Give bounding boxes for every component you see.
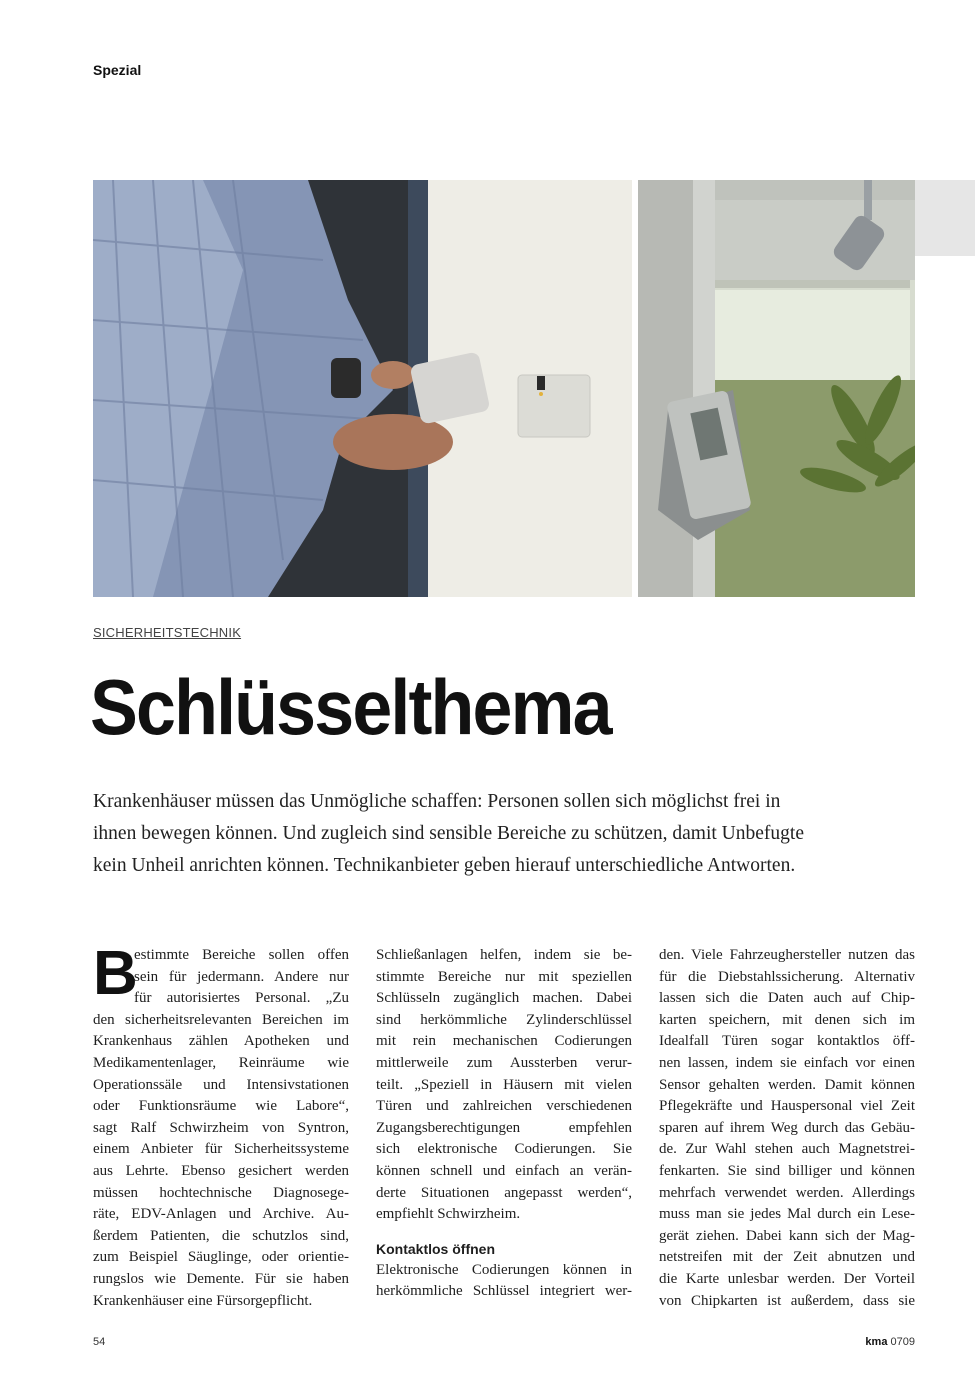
body-line: Medikamentenlager, Reinräume wie (93, 1054, 349, 1071)
body-column-1 (93, 939, 349, 1312)
lead-line: Krankenhäuser müssen das Unmögliche schaffen: Personen sollen sich möglichst frei in (93, 791, 781, 812)
dropcap: B (93, 939, 138, 1008)
body-line: Schließanlagen helfen, indem sie be- (376, 947, 632, 963)
body-line: lassen sich die Daten auch auf Chip- (659, 990, 915, 1007)
magazine-folio (865, 1336, 915, 1348)
body-line: Elektronische Codierungen können in (376, 1261, 632, 1278)
body-line: mit rein mechanischen Codierungen (376, 1033, 632, 1050)
body-line: teilt. „Speziell in Häusern mit vielen (376, 1076, 632, 1093)
body-line: rungslos wie Demente. Für sie haben (93, 1270, 349, 1287)
body-line: den. Viele Fahrzeughersteller nutzen das (659, 947, 915, 963)
body-line: Pflegekräfte und Hauspersonal viel Zeit (659, 1098, 915, 1115)
body-line: empfiehlt Schwirzheim. (376, 1206, 521, 1223)
body-line: sagt Ralf Schwirzheim von Syntron, (93, 1119, 349, 1136)
side-tab (915, 180, 975, 256)
body-line: mittlerweile zum Aussterben verur- (376, 1054, 632, 1071)
photo-card-reader-illustration (93, 180, 632, 597)
photo-access-terminal (638, 180, 915, 597)
body-line: herkömmliche Schlüssel integriert wer- (376, 1283, 632, 1300)
body-line: de. Zur Wahl stehen auch Magnetstrei- (659, 1141, 915, 1158)
body-line: Krankenhäuser eine Fürsorgepflicht. (93, 1292, 313, 1309)
body-line: Operationssäle und Intensivstationen (93, 1076, 349, 1093)
body-line: räte, EDV-Anlagen und Archive. Au- (93, 1206, 349, 1223)
lead-line: ihnen bewegen können. Und zugleich sind sensible Bereiche zu schützen, damit Unbefugte (93, 823, 804, 844)
body-line: Krankenhaus zählen Apotheken und (93, 1033, 349, 1050)
body-line: gerät ziehen. Dabei kann sich der Mag- (659, 1227, 915, 1244)
photo-access-terminal-illustration (638, 180, 915, 597)
body-line: fenkarten. Sie sind billiger und können (659, 1162, 915, 1179)
page-number: 54 (93, 1336, 106, 1348)
body-column-3 (659, 945, 915, 1312)
body-line: Türen und zahlreichen verschiedenen (376, 1098, 632, 1115)
body-line: von Chipkarten ist außerdem, dass sie (659, 1292, 915, 1309)
section-label: Spezial (93, 62, 142, 78)
body-line: müssen hochtechnische Diagnosege- (93, 1184, 349, 1201)
body-line: stimmte Bereiche nur mit speziellen (376, 968, 632, 985)
photo-card-reader (93, 180, 632, 597)
issue-number: 0709 (890, 1336, 915, 1348)
subheading: Kontaktlos öffnen (376, 1240, 495, 1257)
body-line: sein für jedermann. Andere nur (134, 968, 349, 985)
body-line: sind herkömmliche Zylinderschlüssel (376, 1011, 632, 1028)
body-line: estimmte Bereiche sollen offen (134, 947, 349, 963)
body-line: Idealfall Türen sogar kontaktlos öff- (659, 1033, 915, 1050)
body-line: karten speichern, mit denen sich im (659, 1011, 915, 1028)
body-line: sparen auf ihrem Weg durch das Gebäu- (659, 1119, 915, 1136)
body-line: für autorisiertes Personal. „Zu (134, 990, 349, 1007)
body-line: nen lassen, indem sie einfach vor einen (659, 1054, 915, 1071)
body-line: Zugangsberechtigungen empfehlen (376, 1119, 632, 1136)
body-line: einem Anbieter für Sicherheitssysteme (93, 1141, 349, 1158)
body-line: Schlüsseln zugänglich machen. Dabei (376, 990, 632, 1007)
body-line: muss man sie jedes Mal durch ein Lese- (659, 1206, 915, 1223)
body-line: oder Funktionsräume wie Labore“, (93, 1098, 349, 1115)
body-line: mehrfach verwendet werden. Allerdings (659, 1184, 915, 1201)
body-column-2 (376, 945, 632, 1303)
body-line: Sensor gehalten werden. Damit können (659, 1076, 915, 1093)
body-line: ßerdem Patienten, die schutzlos sind, (93, 1227, 349, 1244)
body-line: netstreifen mit der Zeit abnutzen und (659, 1249, 915, 1266)
body-line: sich elektronische Codierungen. Sie (376, 1141, 632, 1158)
body-line: für die Diebstahlssicherung. Alternativ (659, 968, 915, 985)
body-line: den sicherheitsrelevanten Bereichen im (93, 1011, 349, 1028)
magazine-name: kma (865, 1336, 888, 1348)
article-title: Schlüsselthema (90, 663, 611, 751)
body-line: können schnell und einfach an verän- (376, 1162, 632, 1179)
body-line: derte Situationen angepasst werden“, (376, 1184, 632, 1201)
article-kicker: SICHERHEITSTECHNIK (93, 625, 242, 640)
body-line: zum Beispiel Säuglinge, oder orientie- (93, 1249, 349, 1266)
lead-line: kein Unheil anrichten können. Technikanbieter geben hierauf unterschiedliche Antworten. (93, 855, 796, 876)
article-lead (93, 786, 913, 882)
body-line: aus Lehrte. Ebenso gesichert werden (93, 1162, 349, 1179)
body-line: die Karte unlesbar werden. Der Vorteil (659, 1270, 915, 1287)
